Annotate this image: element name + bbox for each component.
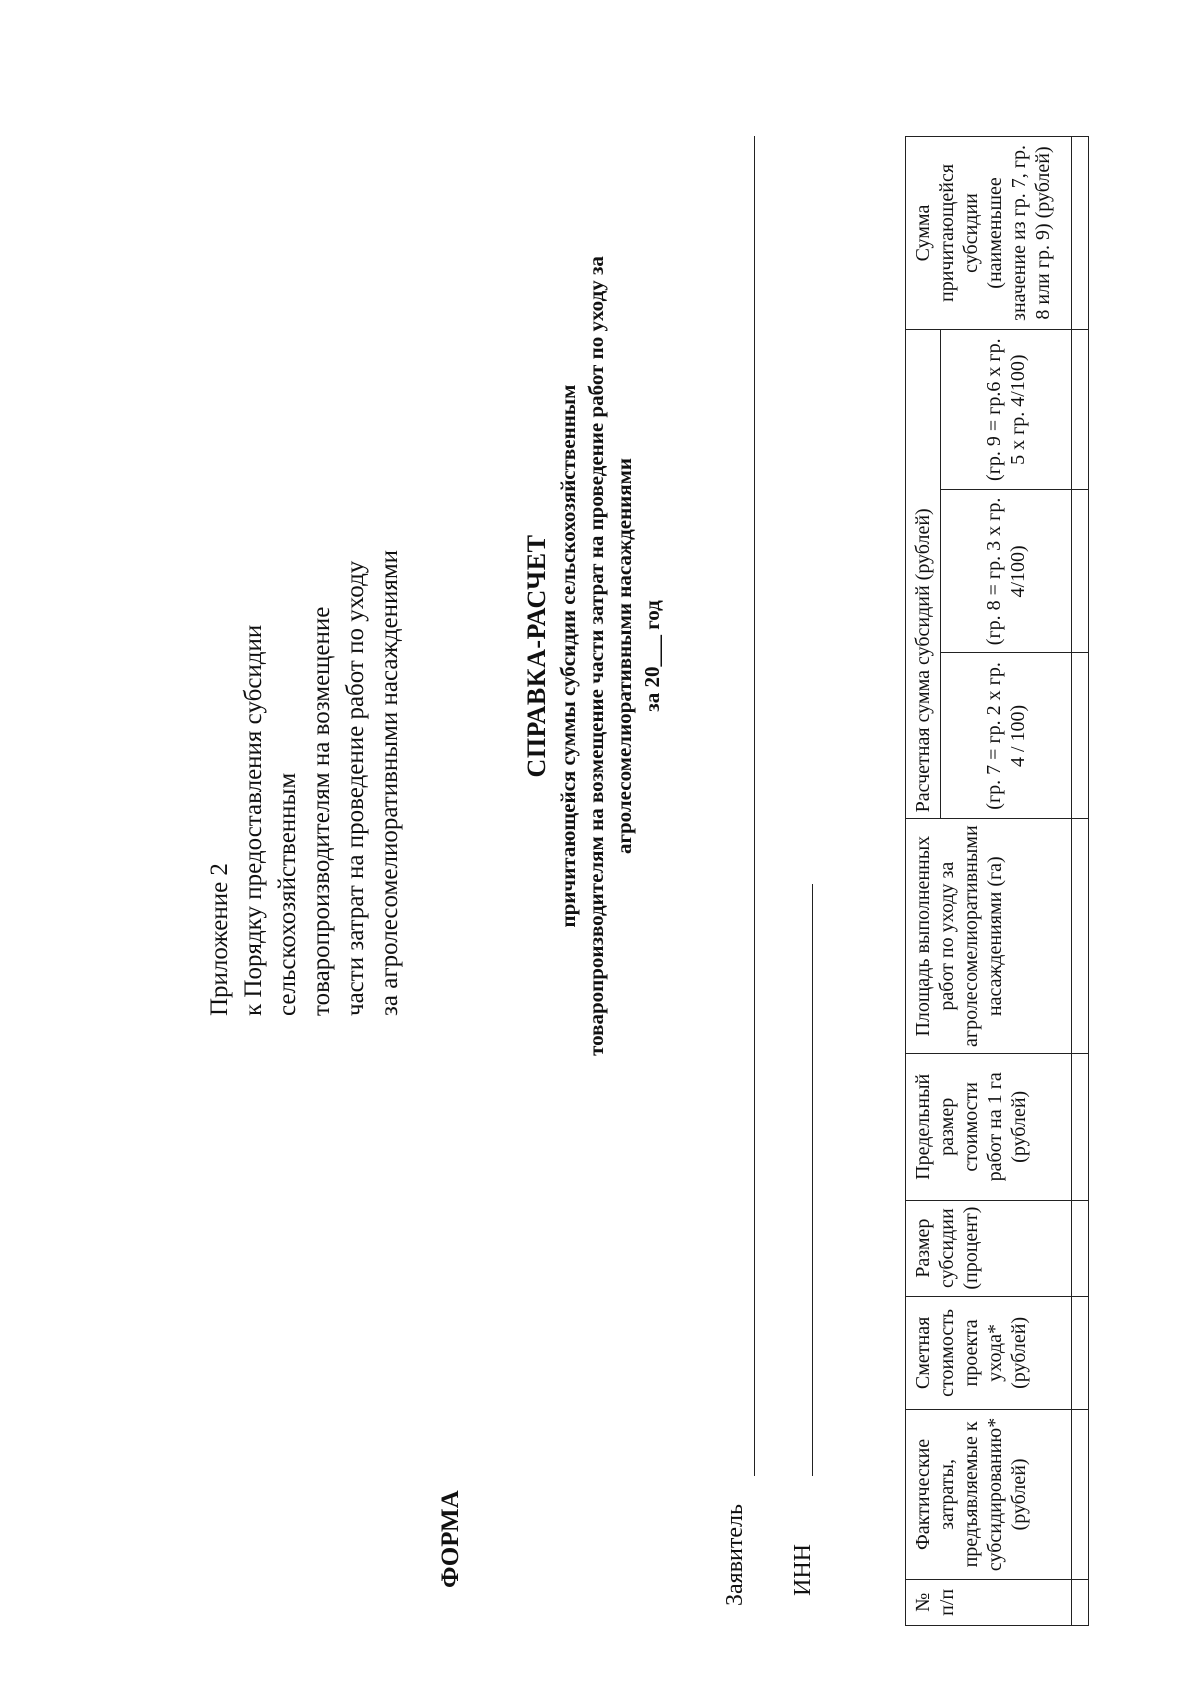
col-header-area: Площадь выполненных работ по уходу за агролесомелиоративными насаждениями (га) <box>906 819 1072 1054</box>
col-header-actual-costs: Фактические затраты, предъявляемые к субсидированию* (рублей) <box>906 1410 1072 1580</box>
table-cell[interactable] <box>1072 1579 1089 1625</box>
calculation-table <box>905 136 1089 1626</box>
table-cell[interactable] <box>1072 329 1089 489</box>
form-label: ФОРМА <box>437 1490 464 1588</box>
col-header-cost-limit: Предельный размер стоимости работ на 1 га (рублей) <box>906 1053 1072 1200</box>
table-cell[interactable] <box>1072 1296 1089 1409</box>
appendix-line: за агролесомелиоративными насаждениями <box>376 549 403 1016</box>
document-title <box>520 226 666 1086</box>
appendix-line: части затрат на проведение работ по уходу <box>342 560 369 1016</box>
applicant-label: Заявитель <box>722 1504 748 1606</box>
table-header-row <box>906 137 941 1626</box>
col-header-subsidy-rate: Размер субсидии (процент) <box>906 1200 1072 1296</box>
table-cell[interactable] <box>1072 1200 1089 1296</box>
inn-label: ИНН <box>790 1544 816 1596</box>
table-cell[interactable] <box>1072 653 1089 819</box>
table-cell[interactable] <box>1072 137 1089 330</box>
appendix-header <box>203 116 407 1016</box>
title-line: агролесомелиоративными насаждениями <box>612 457 636 855</box>
appendix-line: товаропроизводителям на возмещение <box>308 606 335 1016</box>
title-line: товаропроизводителям на возмещение части затрат на проведение работ по уходу за <box>584 256 608 1056</box>
title-line: причитающейся суммы субсидии сельскохозяйственным <box>556 384 580 928</box>
col-header-gr9: (гр. 9 = гр.6 x гр. 5 x гр. 4/100) <box>941 329 1072 489</box>
table-cell[interactable] <box>1072 490 1089 653</box>
col-header-number: № п/п <box>906 1579 1072 1625</box>
applicant-field-line[interactable] <box>754 136 755 1476</box>
col-header-subsidy-due: Сумма причитающейся субсидии (наименьшее значение из гр. 7, гр. 8 или гр. 9) (рублей) <box>906 137 1072 330</box>
appendix-line: Приложение 2 <box>206 863 233 1016</box>
title-main: СПРАВКА-РАСЧЕТ <box>522 534 551 778</box>
col-header-estimated-cost: Сметная стоимость проекта ухода* (рублей) <box>906 1296 1072 1409</box>
appendix-line: сельскохозяйственным <box>274 772 301 1016</box>
col-header-calculated-group: Расчетная сумма субсидий (рублей) <box>906 329 941 818</box>
table-row <box>1072 137 1089 1626</box>
inn-field-line[interactable] <box>812 884 813 1476</box>
table-cell[interactable] <box>1072 1053 1089 1200</box>
col-header-gr7: (гр. 7 = гр. 2 x гр. 4 / 100) <box>941 653 1072 819</box>
table-cell[interactable] <box>1072 1410 1089 1580</box>
title-line: за 20___ год <box>640 600 664 712</box>
appendix-line: к Порядку предоставления субсидии <box>240 624 267 1016</box>
col-header-gr8: (гр. 8 = гр. 3 x гр. 4/100) <box>941 490 1072 653</box>
table-cell[interactable] <box>1072 819 1089 1054</box>
